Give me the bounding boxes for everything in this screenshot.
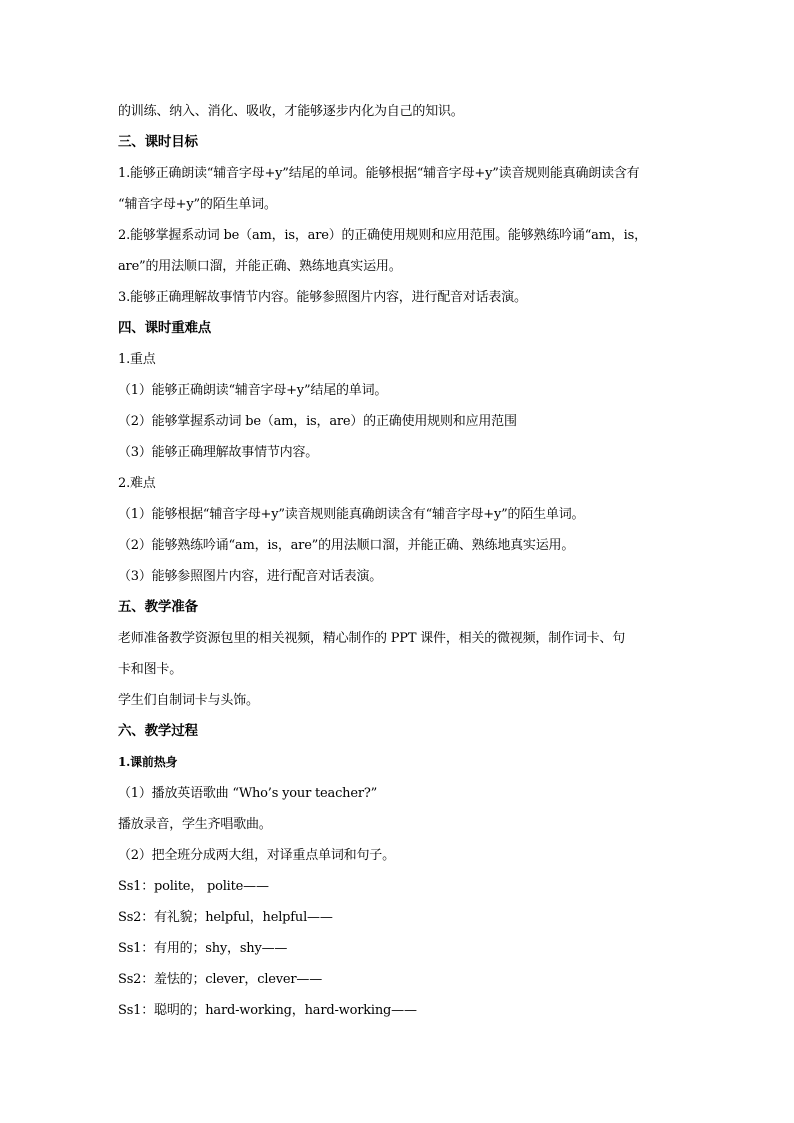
paragraph-line: 1.重点 [118, 352, 156, 367]
paragraph-line: Ss1：有用的；shy，shy—— [118, 941, 288, 956]
paragraph-line: 2.能够掌握系动词 be（am，is，are）的正确使用规则和应用范围。能够熟练吟诵“am，is， [118, 228, 647, 243]
paragraph-line: 卡和图卡。 [118, 662, 183, 677]
paragraph-line: Ss2：有礼貌；helpful，helpful—— [118, 910, 333, 925]
section-heading: 三、课时目标 [118, 134, 198, 150]
paragraph-line: 2.难点 [118, 476, 156, 491]
paragraph-line: 老师准备教学资源包里的相关视频，精心制作的 PPT 课件，相关的微视频，制作词卡、句 [118, 631, 626, 646]
section-heading: 四、课时重难点 [118, 320, 212, 336]
paragraph-line: 学生们自制词卡与头饰。 [118, 693, 259, 708]
paragraph-line: （1）能够正确朗读“辅音字母+y”结尾的单词。 [118, 383, 388, 398]
paragraph-line: （1）能够根据“辅音字母+y”读音规则能真确朗读含有“辅音字母+y”的陌生单词。 [118, 507, 585, 522]
paragraph-line: 播放录音，学生齐唱歌曲。 [118, 817, 272, 832]
paragraph-line: 1.能够正确朗读“辅音字母+y”结尾的单词。能够根据“辅音字母+y”读音规则能真确朗读含有 [118, 166, 640, 181]
paragraph-line: “辅音字母+y”的陌生单词。 [118, 197, 277, 212]
section-heading: 六、教学过程 [118, 723, 198, 739]
paragraph-line: Ss1：polite， polite—— [118, 879, 269, 894]
document-page [118, 96, 678, 1026]
section-heading: 五、教学准备 [118, 599, 198, 615]
paragraph-line: （2）能够熟练吟诵“am，is，are”的用法顺口溜，并能正确、熟练地真实运用。 [118, 538, 575, 553]
paragraph-line: （2）能够掌握系动词 be（am，is，are）的正确使用规则和应用范围 [118, 414, 517, 429]
paragraph-line: Ss1：聪明的；hard-working，hard-working—— [118, 1003, 417, 1018]
subsection-heading: 1.课前热身 [118, 755, 178, 769]
paragraph-line: （3）能够正确理解故事情节内容。 [118, 445, 319, 460]
paragraph-line: （2）把全班分成两大组，对译重点单词和句子。 [118, 848, 395, 863]
paragraph-line: 的训练、纳入、消化、吸收，才能够逐步内化为自己的知识。 [118, 104, 464, 119]
paragraph-line: （1）播放英语歌曲 “Who’s your teacher?” [118, 786, 378, 801]
paragraph-line: are”的用法顺口溜，并能正确、熟练地真实运用。 [118, 259, 402, 274]
paragraph-line: Ss2：羞怯的；clever，clever—— [118, 972, 323, 987]
paragraph-line: （3）能够参照图片内容，进行配音对话表演。 [118, 569, 383, 584]
paragraph-line: 3.能够正确理解故事情节内容。能够参照图片内容，进行配音对话表演。 [118, 290, 527, 305]
